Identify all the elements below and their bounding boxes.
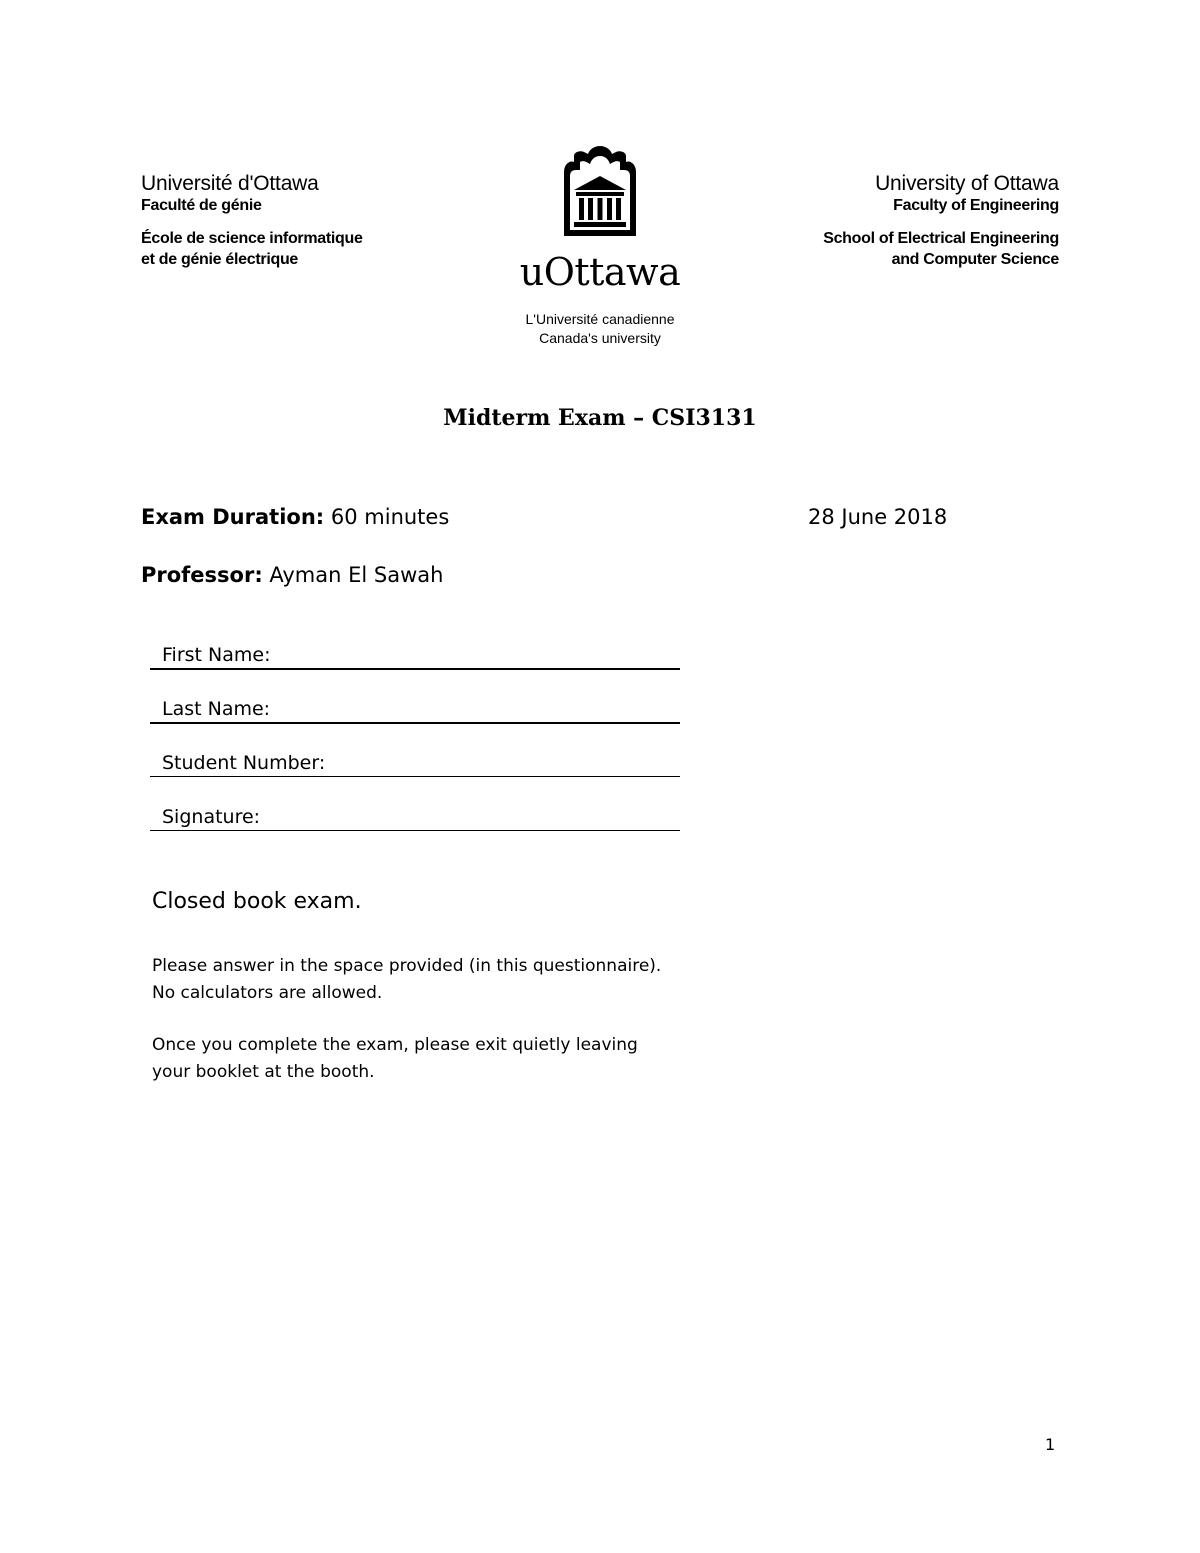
- student-number-label: Student Number:: [162, 752, 326, 774]
- school-name-fr-line2: et de génie électrique: [141, 251, 299, 268]
- duration-value: 60 minutes: [330, 505, 450, 529]
- school-name-en-line1: School of Electrical Engineering: [823, 230, 1059, 247]
- signature-label: Signature:: [162, 806, 261, 828]
- professor-value: Ayman El Sawah: [269, 563, 444, 587]
- exit-instructions-line2: your booklet at the booth.: [152, 1062, 375, 1082]
- professor-label: Professor:: [141, 563, 263, 587]
- faculty-name-fr: Faculté de génie: [141, 197, 262, 214]
- faculty-name-en: Faculty of Engineering: [893, 197, 1059, 214]
- header-left-fr: [141, 172, 363, 270]
- answer-instructions-line2: No calculators are allowed.: [152, 983, 383, 1003]
- duration-label: Exam Duration:: [141, 505, 325, 529]
- answer-instructions: [152, 953, 661, 1007]
- exit-instructions-line1: Once you complete the exam, please exit quietly leaving: [152, 1035, 638, 1055]
- logo-tagline-fr: L'Université canadienne: [525, 311, 675, 327]
- uottawa-logo: [500, 146, 700, 348]
- exam-professor: [141, 562, 443, 588]
- logo-wordmark: uOttawa: [519, 250, 681, 294]
- exit-instructions: [152, 1032, 638, 1086]
- exam-title: Midterm Exam – CSI3131: [443, 405, 757, 431]
- signature-field[interactable]: [150, 802, 680, 831]
- exam-date: 28 June 2018: [808, 505, 948, 529]
- page-number: 1: [1045, 1435, 1056, 1454]
- school-name-fr-line1: École de science informatique: [141, 230, 363, 247]
- header-right-en: [823, 172, 1059, 270]
- school-name-en-line2: and Computer Science: [891, 251, 1059, 268]
- university-name-en: University of Ottawa: [875, 172, 1059, 195]
- answer-instructions-line1: Please answer in the space provided (in this questionnaire).: [152, 956, 662, 976]
- first-name-field[interactable]: [150, 640, 680, 670]
- first-name-label: First Name:: [162, 644, 271, 666]
- university-building-icon: [560, 146, 640, 238]
- last-name-label: Last Name:: [162, 698, 271, 720]
- university-name-fr: Université d'Ottawa: [141, 172, 319, 195]
- exam-duration: [141, 504, 449, 530]
- closed-book-notice: Closed book exam.: [152, 889, 362, 914]
- last-name-field[interactable]: [150, 694, 680, 724]
- student-number-field[interactable]: [150, 748, 680, 777]
- logo-tagline-en: Canada's university: [539, 330, 661, 346]
